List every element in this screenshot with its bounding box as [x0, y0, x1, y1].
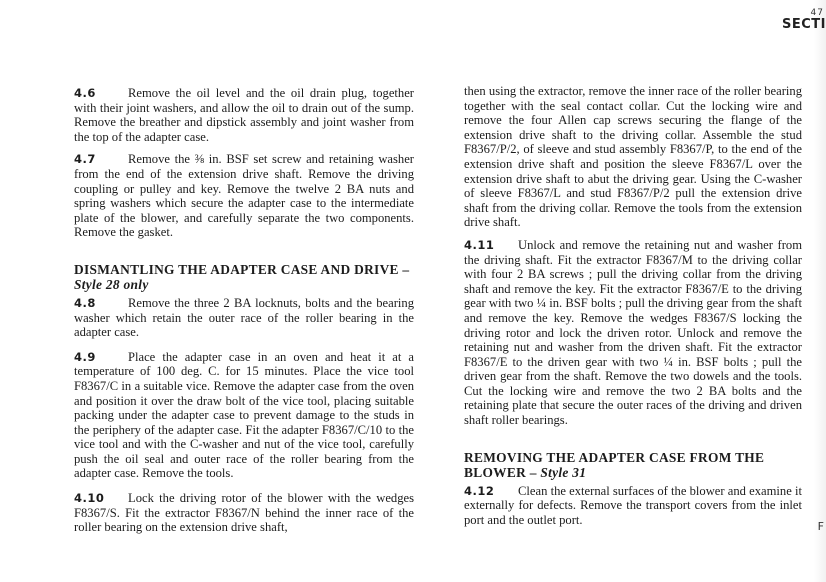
paragraph-text: Clean the external surfaces of the blower and examine it externally for defects. Remove the transport covers from the inlet port and the outlet port.: [464, 483, 802, 527]
heading-title: DISMANTLING THE ADAPTER CASE AND DRIVE –: [74, 261, 410, 277]
paragraph-number: 4.9: [74, 349, 96, 364]
heading-title: REMOVING THE ADAPTER CASE FROM THE BLOWER –: [464, 449, 765, 480]
left-column: [74, 86, 414, 543]
paragraph-4-8: [74, 296, 414, 340]
page-header-mark: 47: [810, 8, 824, 18]
paragraph-4-7: [74, 152, 414, 240]
paragraph-text: Remove the ⅜ in. BSF set screw and retaining washer from the end of the extension drive shaft. Remove the driving coupling or pulley and key. Remove the twelve 2 BA nuts and spring washers which secure the adapter case to the intermediate plate of the blower, and carefully separate the two components. Remove the gasket.: [74, 152, 414, 240]
paragraph-number: 4.12: [464, 483, 495, 498]
paragraph-4-11: [464, 238, 802, 428]
section-heading-dismantling: [74, 262, 414, 292]
paragraph-number: 4.10: [74, 491, 105, 506]
page-edge: [814, 0, 826, 582]
paragraph-4-10: [74, 491, 414, 535]
paragraph-text: Unlock and remove the retaining nut and washer from the driving shaft. Fit the extractor F8367/M to the driving collar with four 2 BA screws ; pull the driving collar from the driving shaft and remove the key. Fit the extractor F8367/E to the driving gear with two ¼ in. BSF bolts ; pull the driving gear from the shaft and remove the key. Remove the wedges F8367/S locking the driving rotor and lock the driven rotor. Unlock and remove the retaining nut and washer from the driven shaft. Fit the extractor F8367/E to the driven gear with two ¼ in. BSF bolts ; pull the driven gear from the shaft. Remove the two dowels and the tools. Cut the locking wire and remove the two 2 BA bolts and the retaining plate that secure the outer races of the driving and driven shaft roller bearings.: [464, 237, 802, 428]
paragraph-text: Place the adapter case in an oven and heat it at a temperature of 100 deg. C. for 15 minutes. Place the vice tool F8367/C in a suitable vice. Remove the adapter case from the oven and position it over the draw bolt of the vice tool, placing suitable packing under the adapter case to prevent damage to the studs in the periphery of the adapter case. Fit the adapter F8367/C/10 to the vice tool and with the C-washer and nut of the vice tool, carefully push the oil seal and outer race of the roller bearing from the adapter case. Remove the tools.: [74, 349, 414, 481]
paragraph-text: Remove the oil level and the oil drain plug, together with their joint washers, and allow the oil to drain out of the sump. Remove the breather and dipstick assembly and joint washer from the top of the adapter case.: [74, 86, 414, 144]
paragraph-4-10-continued: [464, 84, 802, 230]
section-header: SECTI: [782, 17, 826, 32]
section-heading-removing: [464, 450, 802, 480]
paragraph-4-12: [464, 484, 802, 528]
heading-style-note: Style 31: [540, 464, 587, 480]
heading-style-note: Style 28 only: [74, 276, 149, 292]
page-footer-mark: F: [817, 520, 824, 533]
right-column: [464, 84, 802, 535]
paragraph-number: 4.11: [464, 237, 495, 252]
paragraph-number: 4.6: [74, 86, 96, 100]
paragraph-4-6: [74, 86, 414, 144]
paragraph-text: then using the extractor, remove the inner race of the roller bearing together with the seal contact collar. Cut the locking wire and remove the four Allen cap screws securing the flange of the extension drive shaft to the driving collar. Assemble the stud F8367/P/2, of sleeve and stud assembly F8367/P, to the end of the extension drive shaft and position the sleeve F8367/L over the extension drive shaft to abut the driving gear. Using the C-washer of sleeve F8367/L and stud F8367/P/2 pull the extension drive shaft from the driving collar. Remove the tools from the extension drive shaft.: [464, 84, 802, 230]
paragraph-number: 4.7: [74, 152, 96, 167]
paragraph-text: Remove the three 2 BA locknuts, bolts and the bearing washer which retain the outer race of the roller bearing in the adapter case.: [74, 295, 414, 340]
paragraph-text: Lock the driving rotor of the blower with the wedges F8367/S. Fit the extractor F8367/N behind the inner race of the roller bearing on the extension drive shaft,: [74, 491, 414, 535]
paragraph-4-9: [74, 350, 414, 481]
paragraph-number: 4.8: [74, 295, 96, 310]
